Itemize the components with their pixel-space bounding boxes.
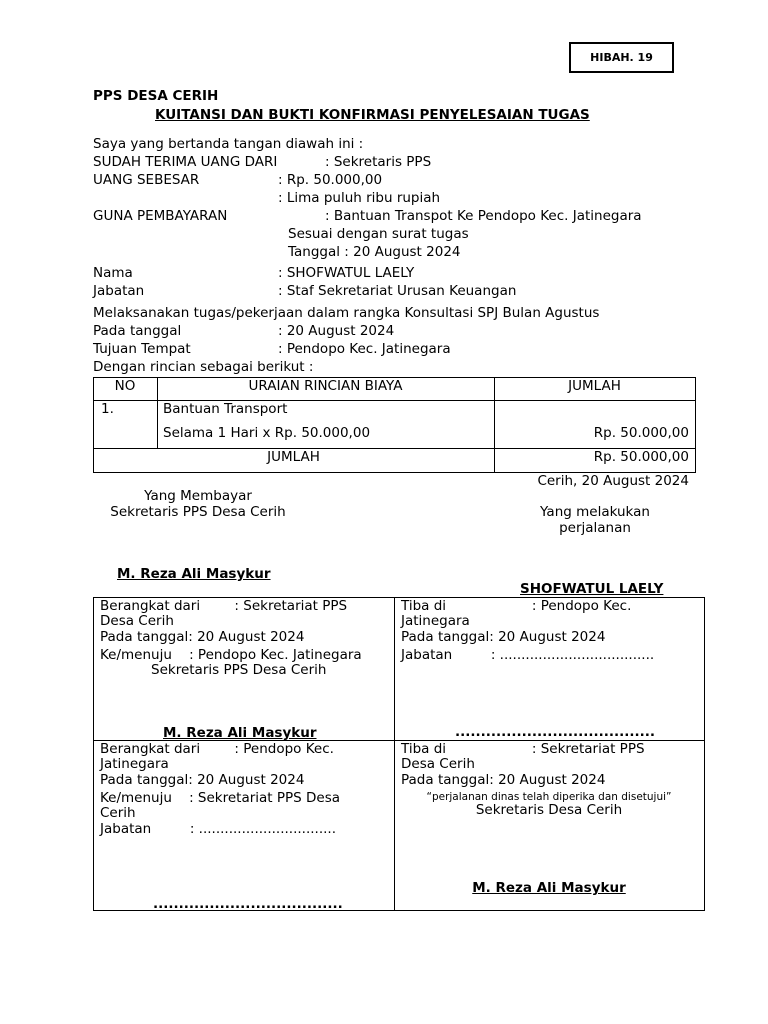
bl-sign: ..................................... bbox=[153, 896, 343, 912]
bl-line1: Berangkat dari : Pendopo Kec. bbox=[100, 741, 334, 757]
org-name: PPS DESA CERIH bbox=[93, 88, 219, 104]
tl-sign: M. Reza Ali Masykur bbox=[163, 725, 317, 741]
table-header-no: NO bbox=[114, 378, 136, 394]
date-label: Pada tanggal bbox=[93, 323, 182, 339]
bl-line2: Jatinegara bbox=[100, 756, 169, 772]
purpose-label: GUNA PEMBAYARAN bbox=[93, 208, 228, 224]
table-total-label: JUMLAH bbox=[267, 449, 320, 465]
task-line: Melaksanakan tugas/pekerjaan dalam rangka Konsultasi SPJ Bulan Agustus bbox=[93, 305, 600, 321]
position-value: : Staf Sekretariat Urusan Keuangan bbox=[278, 283, 517, 299]
payer-name: M. Reza Ali Masykur bbox=[117, 566, 271, 582]
br-line3: Pada tanggal: 20 August 2024 bbox=[401, 772, 606, 788]
tr-line4: Jabatan : .................................... bbox=[401, 647, 655, 663]
amount-words: : Lima puluh ribu rupiah bbox=[278, 190, 441, 206]
traveler-title2: perjalanan bbox=[559, 520, 631, 536]
tl-line4: Ke/menuju : Pendopo Kec. Jatinegara bbox=[100, 647, 362, 663]
received-from-label: SUDAH TERIMA UANG DARI bbox=[93, 154, 278, 170]
br-sign: M. Reza Ali Masykur bbox=[472, 880, 626, 896]
br-line1: Tiba di : Sekretariat PPS bbox=[401, 741, 645, 757]
bl-line6: Jabatan : ................................ bbox=[100, 821, 336, 837]
detail-intro: Dengan rincian sebagai berikut : bbox=[93, 359, 314, 375]
br-line4: Sekretaris Desa Cerih bbox=[475, 802, 623, 818]
place-date: Cerih, 20 August 2024 bbox=[537, 473, 689, 489]
br-note: “perjalanan dinas telah diperika dan disetujui” bbox=[426, 791, 672, 803]
purpose-line2: Sesuai dengan surat tugas bbox=[288, 226, 469, 242]
tr-line2: Jatinegara bbox=[401, 613, 470, 629]
doc-title: KUITANSI DAN BUKTI KONFIRMASI PENYELESAIAN TUGAS bbox=[155, 107, 590, 123]
table-header-amount: JUMLAH bbox=[568, 378, 621, 394]
tl-line1: Berangkat dari : Sekretariat PPS bbox=[100, 598, 348, 614]
intro-text: Saya yang bertanda tangan diawah ini : bbox=[93, 136, 364, 152]
traveler-name: SHOFWATUL LAELY bbox=[520, 581, 664, 597]
dest-label: Tujuan Tempat bbox=[93, 341, 191, 357]
traveler-title1: Yang melakukan bbox=[540, 504, 650, 520]
hibah-box: HIBAH. 19 bbox=[569, 42, 674, 73]
payer-title2: Sekretaris PPS Desa Cerih bbox=[110, 504, 286, 520]
name-value: : SHOFWATUL LAELY bbox=[278, 265, 415, 281]
tl-line2: Desa Cerih bbox=[100, 613, 174, 629]
purpose-value: : Bantuan Transpot Ke Pendopo Kec. Jatinegara bbox=[325, 208, 642, 224]
name-label: Nama bbox=[93, 265, 133, 281]
br-line2: Desa Cerih bbox=[401, 756, 475, 772]
dest-value: : Pendopo Kec. Jatinegara bbox=[278, 341, 451, 357]
bl-line3: Pada tanggal: 20 August 2024 bbox=[100, 772, 305, 788]
amount-label: UANG SEBESAR bbox=[93, 172, 200, 188]
date-value: : 20 August 2024 bbox=[278, 323, 395, 339]
table-header-desc: URAIAN RINCIAN BIAYA bbox=[248, 378, 403, 394]
table-row-desc2: Selama 1 Hari x Rp. 50.000,00 bbox=[163, 425, 371, 441]
tl-line3: Pada tanggal: 20 August 2024 bbox=[100, 629, 305, 645]
amount-value: : Rp. 50.000,00 bbox=[278, 172, 383, 188]
position-label: Jabatan bbox=[93, 283, 145, 299]
tr-sign: ....................................... bbox=[455, 724, 656, 740]
tr-line3: Pada tanggal: 20 August 2024 bbox=[401, 629, 606, 645]
bl-line5: Cerih bbox=[100, 805, 136, 821]
purpose-line3: Tanggal : 20 August 2024 bbox=[288, 244, 461, 260]
tr-line1: Tiba di : Pendopo Kec. bbox=[401, 598, 632, 614]
payer-title1: Yang Membayar bbox=[144, 488, 252, 504]
tl-line5: Sekretaris PPS Desa Cerih bbox=[151, 662, 327, 678]
table-row-amount: Rp. 50.000,00 bbox=[593, 425, 689, 441]
received-from-value: : Sekretaris PPS bbox=[325, 154, 432, 170]
table-total-amount: Rp. 50.000,00 bbox=[593, 449, 689, 465]
table-row-no: 1. bbox=[101, 401, 114, 417]
table-row-desc1: Bantuan Transport bbox=[163, 401, 288, 417]
bl-line4: Ke/menuju : Sekretariat PPS Desa bbox=[100, 790, 341, 806]
